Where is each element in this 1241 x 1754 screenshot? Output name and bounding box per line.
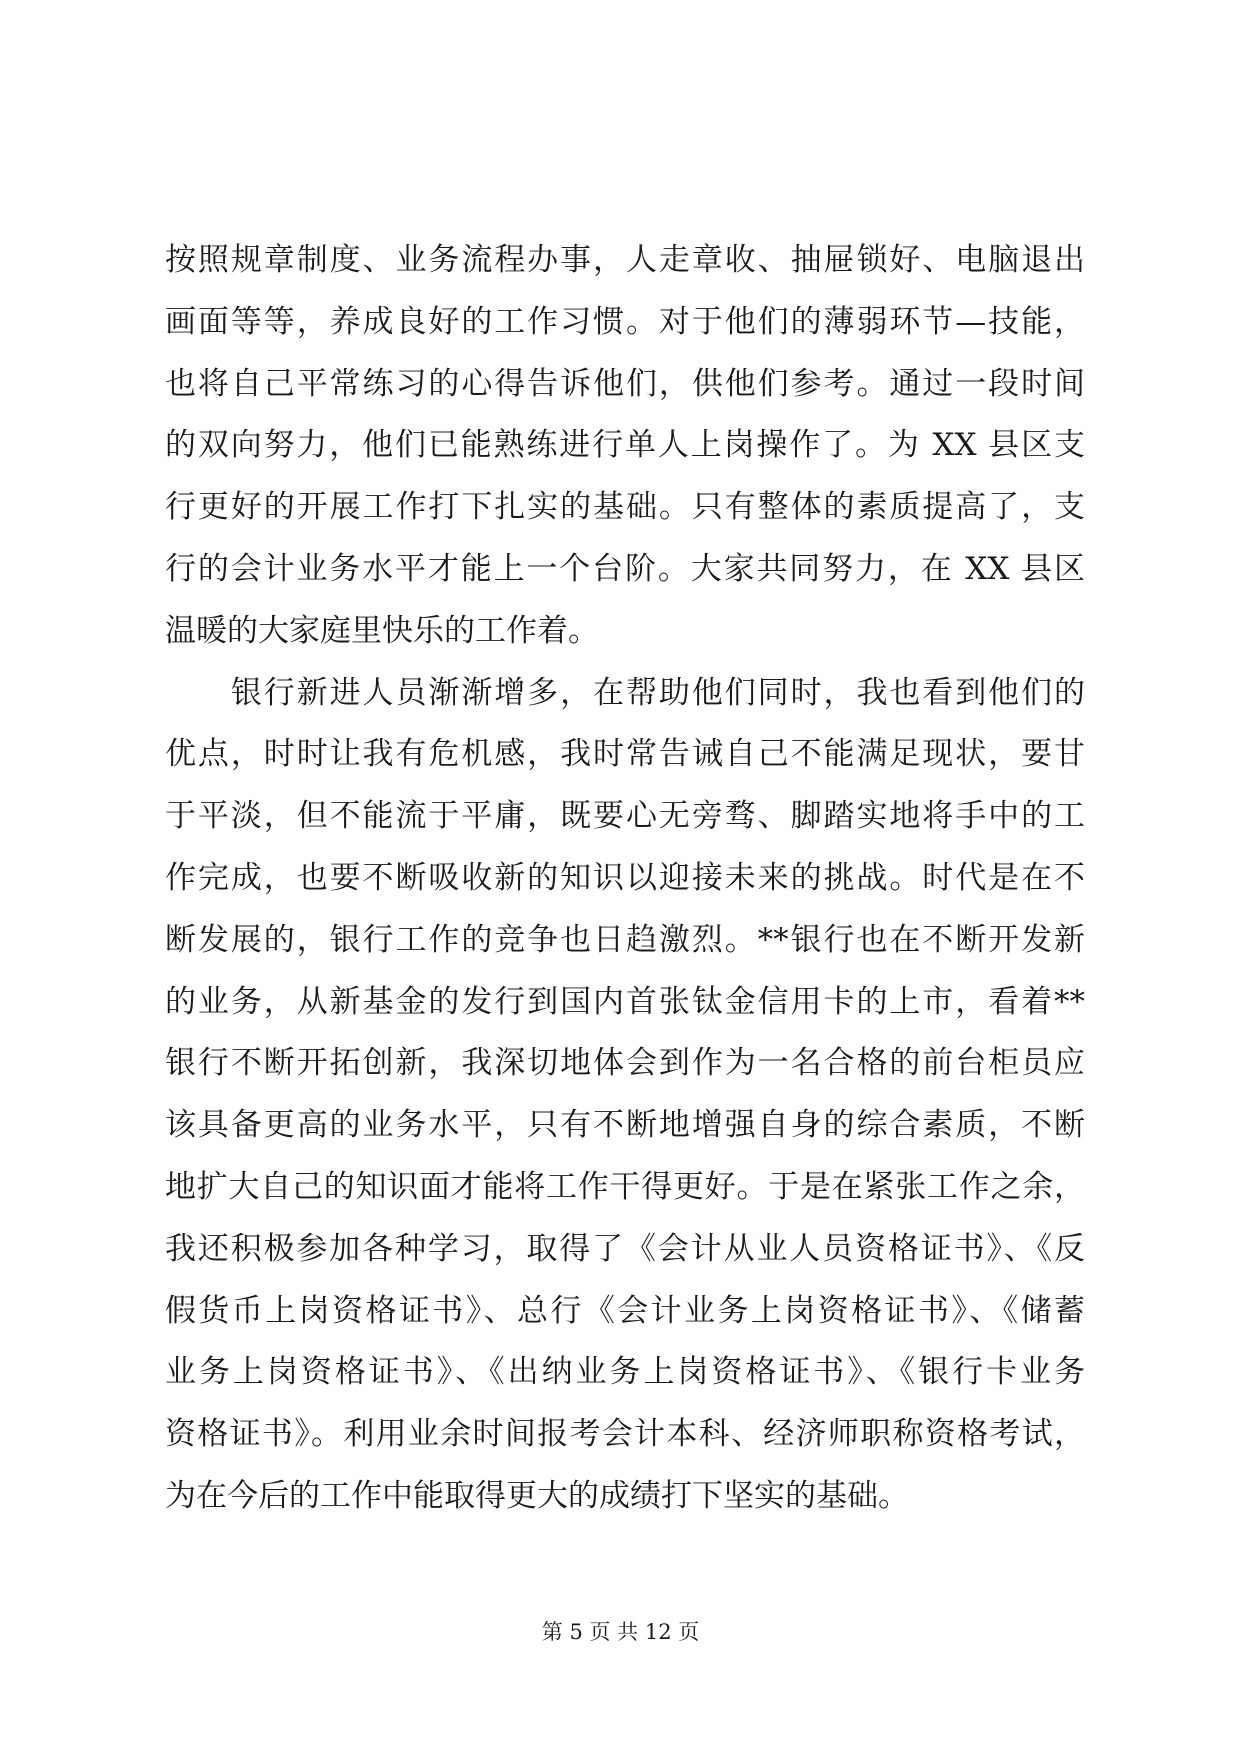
text-line: 作完成，也要不断吸收新的知识以迎接未来的挑战。时代是在不 [165,859,1085,896]
text-line: 的业务，从新基金的发行到国内首张钛金信用卡的上市，看着** [165,983,1085,1020]
text-line: 银行不断开拓创新，我深切地体会到作为一名合格的前台柜员应 [165,1045,1085,1082]
page-number-footer: 第 5 页 共 12 页 [541,1620,700,1644]
text-line: 该具备更高的业务水平，只有不断地增强自身的综合素质，不断 [165,1107,1085,1144]
text-line: 业务上岗资格证书》、《出纳业务上岗资格证书》、《银行卡业务 [165,1354,1085,1391]
body-text [165,230,1085,1528]
text-line: 断发展的，银行工作的竞争也日趋激烈。**银行也在不断开发新 [165,921,1085,958]
text-line: 温暖的大家庭里快乐的工作着。 [165,612,599,649]
text-line: 行的会计业务水平才能上一个台阶。大家共同努力，在 XX 县区 [165,550,1085,587]
text-line: 优点，时时让我有危机感，我时常告诫自己不能满足现状，要甘 [165,736,1085,773]
text-line: 银行新进人员渐渐增多，在帮助他们同时，我也看到他们的 [165,674,1085,711]
text-line: 的双向努力，他们已能熟练进行单人上岗操作了。为 XX 县区支 [165,427,1085,464]
text-line: 行更好的开展工作打下扎实的基础。只有整体的素质提高了，支 [165,489,1085,526]
text-line: 地扩大自己的知识面才能将工作干得更好。于是在紧张工作之余， [165,1168,1085,1205]
text-line: 于平淡，但不能流于平庸，既要心无旁骛、脚踏实地将手中的工 [165,798,1085,835]
text-line: 资格证书》。利用业余时间报考会计本科、经济师职称资格考试， [165,1416,1085,1453]
text-line: 假货币上岗资格证书》、总行《会计业务上岗资格证书》、《储蓄 [165,1292,1085,1329]
text-line: 按照规章制度、业务流程办事，人走章收、抽屉锁好、电脑退出 [165,242,1085,278]
text-line: 我还积极参加各种学习，取得了《会计从业人员资格证书》、《反 [165,1230,1085,1267]
text-line: 为在今后的工作中能取得更大的成绩打下坚实的基础。 [165,1477,909,1514]
text-line: 也将自己平常练习的心得告诉他们，供他们参考。通过一段时间 [165,365,1085,402]
text-line: 画面等等，养成良好的工作习惯。对于他们的薄弱环节—技能， [165,303,1085,340]
